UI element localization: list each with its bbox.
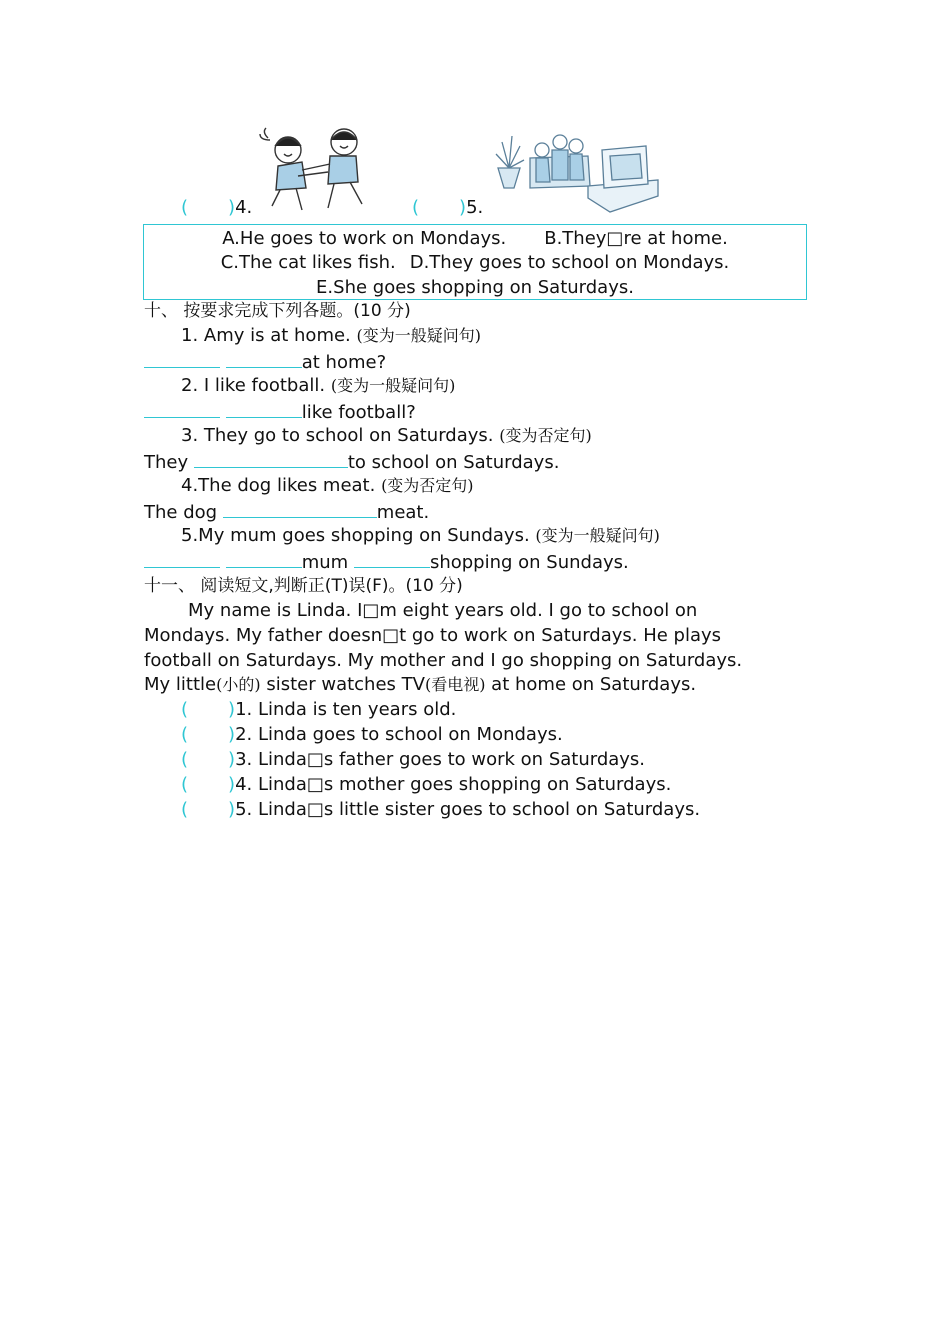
answer-paren-close: ) [228, 197, 236, 218]
instruction-hint: (变为一般疑问句) [356, 326, 481, 345]
answer-blank[interactable] [226, 349, 302, 368]
item-number: 5. [466, 197, 484, 218]
answer-line-3: They to school on Saturdays. [144, 449, 559, 475]
tf-statement-1: ( )1. Linda is ten years old. [181, 699, 457, 720]
rewrite-item-1: 1. Amy is at home. (变为一般疑问句) [181, 325, 481, 346]
answer-blank[interactable] [226, 399, 302, 418]
passage-line-1: My name is Linda. I□m eight years old. I go to school on [188, 600, 698, 621]
rewrite-item-4: 4.The dog likes meat. (变为否定句) [181, 475, 474, 496]
option-e: E.She goes shopping on Saturdays. [316, 277, 634, 298]
answer-line-2: like football? [144, 399, 416, 425]
answer-paren-open[interactable]: ( [181, 197, 189, 218]
rewrite-item-3: 3. They go to school on Saturdays. (变为否定句) [181, 425, 592, 446]
options-row-2 [144, 250, 806, 275]
answer-paren-close: ) [228, 699, 236, 720]
option-d: D.They goes to school on Mondays. [409, 252, 730, 273]
answer-blank[interactable] [144, 349, 220, 368]
answer-blank[interactable] [144, 399, 220, 418]
answer-paren-close: ) [459, 197, 467, 218]
instruction-hint: (变为否定句) [499, 426, 592, 445]
answer-line-4: The dog meat. [144, 499, 429, 525]
chinese-gloss: (小的) [216, 675, 261, 694]
option-b: B.They□re at home. [544, 228, 728, 249]
answer-paren-open[interactable]: ( [181, 774, 189, 795]
answer-paren-open[interactable]: ( [181, 749, 189, 770]
options-row-1 [144, 226, 806, 251]
rewrite-item-5: 5.My mum goes shopping on Sundays. (变为一般疑问句) [181, 525, 660, 546]
tf-statement-5: ( )5. Linda□s little sister goes to school on Saturdays. [181, 799, 701, 820]
section-10-heading: 十、 按要求完成下列各题。(10 分) [144, 301, 411, 321]
answer-line-5: mum shopping on Sundays. [144, 549, 629, 575]
family-watching-tv-icon [490, 128, 662, 214]
answer-blank[interactable] [354, 549, 430, 568]
options-row-3 [144, 275, 806, 300]
instruction-hint: (变为一般疑问句) [535, 526, 660, 545]
children-running-icon [258, 126, 370, 212]
answer-paren-close: ) [228, 799, 236, 820]
answer-paren-open[interactable]: ( [181, 699, 189, 720]
rewrite-item-2: 2. I like football. (变为一般疑问句) [181, 375, 456, 396]
instruction-hint: (变为一般疑问句) [330, 376, 456, 395]
answer-blank[interactable] [144, 549, 220, 568]
answer-line-1: at home? [144, 349, 386, 375]
instruction-hint: (变为否定句) [381, 476, 474, 495]
tf-statement-4: ( )4. Linda□s mother goes shopping on Saturdays. [181, 774, 672, 795]
answer-paren-open[interactable]: ( [181, 799, 189, 820]
passage-line-3: football on Saturdays. My mother and I go shopping on Saturdays. [144, 650, 743, 671]
chinese-gloss: (看电视) [424, 675, 486, 694]
option-a: A.He goes to work on Mondays. [222, 228, 507, 249]
answer-paren-open[interactable]: ( [412, 197, 420, 218]
option-c: C.The cat likes fish. [220, 252, 396, 273]
passage-line-4: My little(小的) sister watches TV(看电视) at home on Saturdays. [144, 674, 697, 695]
tf-statement-3: ( )3. Linda□s father goes to work on Saturdays. [181, 749, 646, 770]
answer-paren-close: ) [228, 774, 236, 795]
passage-line-2: Mondays. My father doesn□t go to work on Saturdays. He plays [144, 625, 722, 646]
options-box [143, 224, 807, 300]
answer-paren-open[interactable]: ( [181, 724, 189, 745]
answer-blank[interactable] [223, 499, 377, 518]
picture-item-5 [412, 196, 483, 220]
answer-blank[interactable] [226, 549, 302, 568]
answer-blank[interactable] [194, 449, 348, 468]
answer-paren-close: ) [228, 724, 236, 745]
item-number: 4. [235, 197, 253, 218]
tf-statement-2: ( )2. Linda goes to school on Mondays. [181, 724, 563, 745]
picture-item-4 [181, 196, 252, 220]
answer-paren-close: ) [228, 749, 236, 770]
section-11-heading: 十一、 阅读短文,判断正(T)误(F)。(10 分) [144, 576, 463, 596]
